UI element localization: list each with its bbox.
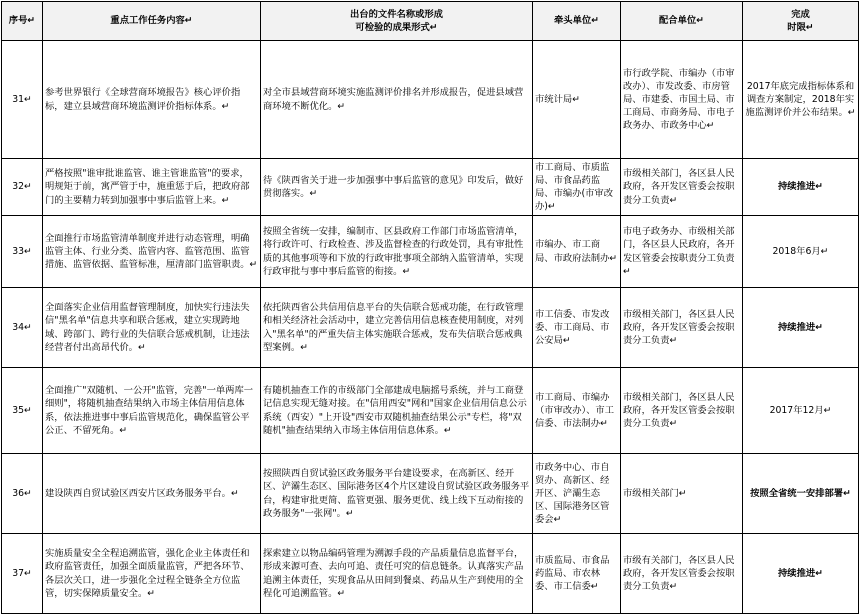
table-row	[2, 454, 859, 534]
lead-unit: 市工商局、市质监局、市食品药监局、市编办(市审改办)↵	[533, 159, 621, 216]
row-number: 32↵	[2, 159, 43, 216]
table-row	[2, 288, 859, 368]
task-content: 全面落实企业信用监督管理制度，加快实行违法失信"黑名单"信息共享和联合惩戒，建立实现跨地域、跨部门、跨行业的失信联合惩戒机制，让违法经营者付出高昂代价。↵	[43, 288, 261, 368]
row-number: 33↵	[2, 216, 43, 288]
deadline: 持续推进↵	[743, 534, 859, 614]
outcome-form: 有随机抽查工作的市级部门全部建成电脑摇号系统，并与工商登记信息实现无缝对接。在"信用西安"网和"国家企业信用信息公示系统（西安）"上开设"西安市双随机抽查结果公示"专栏，将"双随机"抽查结果纳入市场主体信用信息体系。↵	[261, 368, 533, 454]
table-row	[2, 216, 859, 288]
table-row	[2, 534, 859, 614]
task-content: 实施质量安全全程追溯监管，强化企业主体责任和政府监管责任，加强全面质量监管，严把各环节、各层次关口，进一步强化全过程全链条全方位监管，切实保障质量安全。↵	[43, 534, 261, 614]
row-number: 34↵	[2, 288, 43, 368]
outcome-form: 按照陕西自贸试验区政务服务平台建设要求，在高新区、经开区、浐灞生态区、国际港务区4个片区建设自贸试验区政务服务平台，构建审批更简、监管更强、服务更优、线上线下互动衔接的政务服务"一张网"。↵	[261, 454, 533, 534]
deadline: 持续推进↵	[743, 159, 859, 216]
coop-units: 市级相关部门，各区县人民政府，各开发区管委会按职责分工负责↵	[621, 159, 743, 216]
deadline: 2018年6月↵	[743, 216, 859, 288]
outcome-form: 待《陕西省关于进一步加强事中事后监管的意见》印发后，做好贯彻落实。↵	[261, 159, 533, 216]
lead-unit: 市统计局↵	[533, 41, 621, 159]
header-coop: 配合单位↵	[621, 2, 743, 41]
lead-unit: 市编办、市工商局、市政府法制办↵	[533, 216, 621, 288]
task-content: 严格按照"谁审批谁监管、谁主管谁监管"的要求，明规矩于前，寓严管于中，施重惩于后，把政府部门的主要精力转到加强事中事后监管上来。↵	[43, 159, 261, 216]
coop-units: 市级有关部门，各区县人民政府，各开发区管委会按职责分工负责↵	[621, 534, 743, 614]
row-number: 37↵	[2, 534, 43, 614]
task-content: 全面推广"双随机、一公开"监管，完善"一单两库一细则"，将随机抽查结果纳入市场主体信用信息体系，依法推进事中事后监管规范化，确保监管公平公正、不留死角。↵	[43, 368, 261, 454]
table-row	[2, 41, 859, 159]
table-row	[2, 368, 859, 454]
row-number: 35↵	[2, 368, 43, 454]
header-task: 重点工作任务内容↵	[43, 2, 261, 41]
header-lead: 牵头单位↵	[533, 2, 621, 41]
deadline: 2017年12月↵	[743, 368, 859, 454]
deadline: 持续推进↵	[743, 288, 859, 368]
lead-unit: 市政务中心、市自贸办、高新区、经开区、浐灞生态区、国际港务区管委会↵	[533, 454, 621, 534]
task-content: 参考世界银行《全球营商环境报告》核心评价指标，建立县域营商环境监测评价指标体系。↵	[43, 41, 261, 159]
deadline: 2017年底完成指标体系和调查方案制定，2018年实施监测评价并公布结果。↵	[743, 41, 859, 159]
coop-units: 市级相关部门，各区县人民政府，各开发区管委会按职责分工负责↵	[621, 288, 743, 368]
lead-unit: 市工信委、市发改委、市工商局、市公安局↵	[533, 288, 621, 368]
header-no: 序号↵	[2, 2, 43, 41]
header-row	[2, 2, 859, 41]
task-content: 建设陕西自贸试验区西安片区政务服务平台。↵	[43, 454, 261, 534]
deadline: 按照全省统一安排部署↵	[743, 454, 859, 534]
row-number: 36↵	[2, 454, 43, 534]
work-task-table	[1, 1, 859, 614]
outcome-form: 按照全省统一安排，编制市、区县政府工作部门市场监管清单，将行政许可、行政检查、涉及监督检查的行政处罚，具有审批性质的其他事项等和下放的行政审批事项全部纳入监管清单，实现行政审批与事中事后监管的衔接。↵	[261, 216, 533, 288]
task-content: 全面推行市场监管清单制度并进行动态管理，明确监管主体、行业分类、监管内容、监管范围、监管措施、监管依据、监管标准，厘清部门监管职责。↵	[43, 216, 261, 288]
coop-units: 市级相关部门↵	[621, 454, 743, 534]
coop-units: 市级相关部门，各区县人民政府，各开发区管委会按职责分工负责↵	[621, 368, 743, 454]
coop-units: 市行政学院、市编办（市审改办）、市发改委、市房管局、市建委、市国土局、市工商局、市商务局、市电子政务办、市政务中心↵	[621, 41, 743, 159]
lead-unit: 市工商局、市编办（市审改办）、市工信委、市法制办↵	[533, 368, 621, 454]
header-outcome: 出台的文件名称或形成 可检验的成果形式↵	[261, 2, 533, 41]
header-deadline: 完成 时限↵	[743, 2, 859, 41]
row-number: 31↵	[2, 41, 43, 159]
coop-units: 市电子政务办、市级相关部门，各区县人民政府，各开发区管委会按职责分工负责↵	[621, 216, 743, 288]
outcome-form: 依托陕西省公共信用信息平台的失信联合惩戒功能，在行政管理和相关经济社会活动中，建立完善信用信息核查使用制度，对列入"黑名单"的严重失信主体实施联合惩戒，发布失信联合惩戒典型案例。↵	[261, 288, 533, 368]
outcome-form: 探索建立以物品编码管理为溯源手段的产品质量信息监督平台，形成来源可查、去向可追、责任可究的信息链条。认真落实产品追溯主体责任，实现食品从田间到餐桌、药品从生产到使用的全程化可追溯监管。↵	[261, 534, 533, 614]
outcome-form: 对全市县域营商环境实施监测评价排名并形成报告，促进县域营商环境不断优化。↵	[261, 41, 533, 159]
table-row	[2, 159, 859, 216]
lead-unit: 市质监局、市食品药监局、市农林委、市工信委↵	[533, 534, 621, 614]
